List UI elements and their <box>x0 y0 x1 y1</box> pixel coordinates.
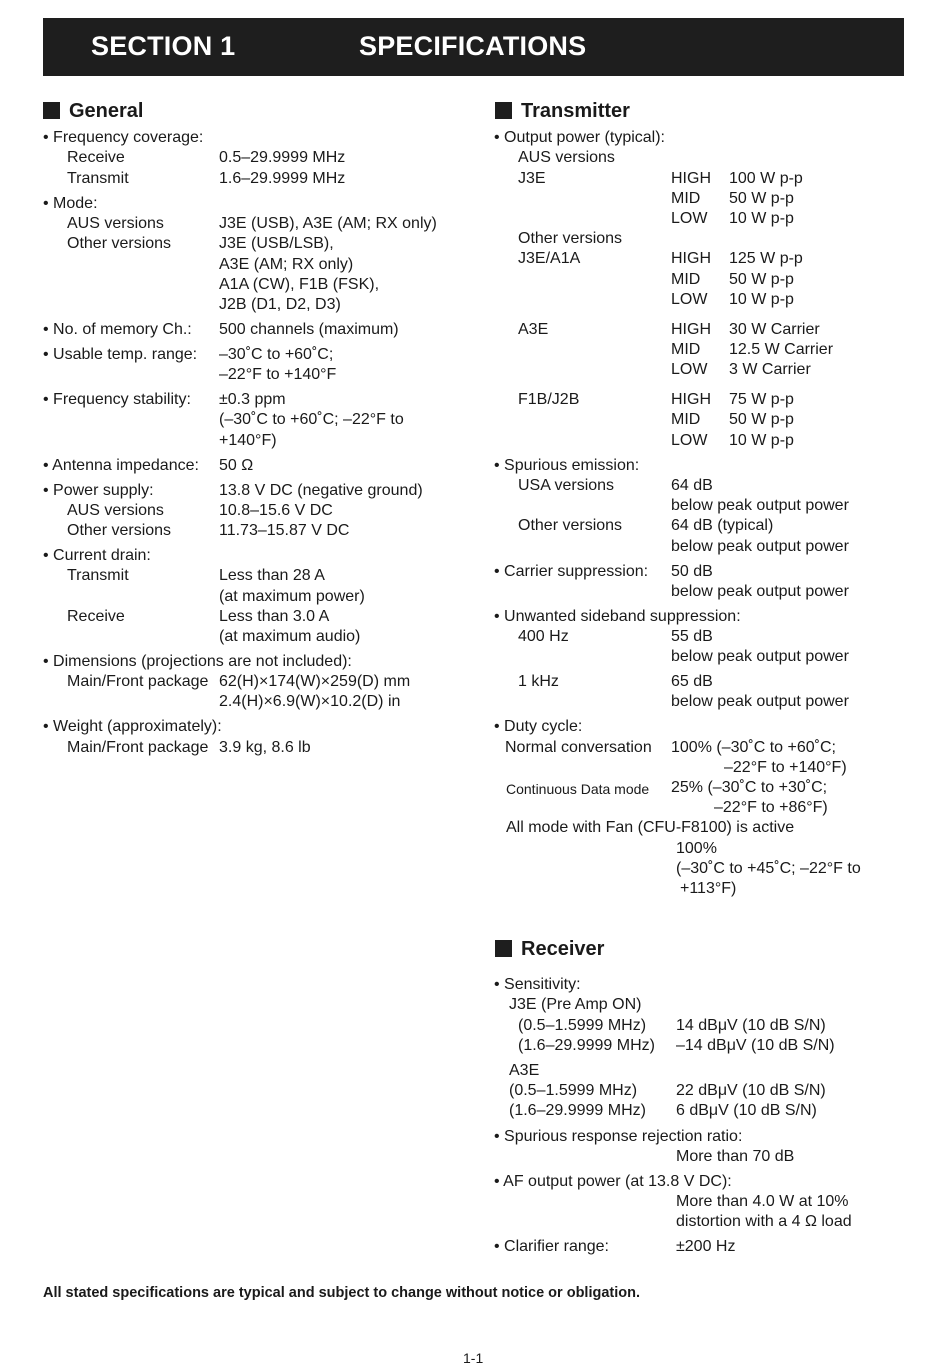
general-spec-text: • Dimensions (projections are not included): <box>43 653 352 670</box>
transmitter-spec-text: 12.5 W Carrier <box>729 341 834 358</box>
transmitter-spec-text: 10 W p-p <box>729 432 794 449</box>
receiver-spec-text: A3E <box>509 1062 540 1079</box>
general-spec-text: 50 Ω <box>219 457 254 474</box>
general-spec-text: AUS versions <box>67 502 164 519</box>
general-spec-text: –30˚C to +60˚C; <box>219 346 334 363</box>
general-spec-text: ±0.3 ppm <box>219 391 286 408</box>
transmitter-spec-text: 3 W Carrier <box>729 361 811 378</box>
transmitter-spec-text: MID <box>671 190 701 207</box>
transmitter-spec-text: 10 W p-p <box>729 291 794 308</box>
general-spec-text: AUS versions <box>67 215 164 232</box>
general-spec-text: 0.5–29.9999 MHz <box>219 149 346 166</box>
disclaimer-note: All stated specifications are typical and subject to change without notice or obligation. <box>43 1285 641 1301</box>
transmitter-spec-text: 65 dB <box>671 673 713 690</box>
transmitter-heading-square-icon <box>495 102 512 119</box>
section-header-bar <box>43 18 904 76</box>
general-spec-text: Less than 28 A <box>219 567 325 584</box>
general-spec-text: • Frequency stability: <box>43 391 191 408</box>
general-spec-text: Transmit <box>67 567 129 584</box>
transmitter-spec-text: LOW <box>671 291 708 308</box>
receiver-spec-text: (1.6–29.9999 MHz) <box>518 1037 655 1054</box>
section-title: SPECIFICATIONS <box>359 31 587 61</box>
transmitter-spec-text: 50 W p-p <box>729 271 794 288</box>
page-number: 1-1 <box>463 1350 484 1366</box>
transmitter-spec-text: +113°F) <box>680 880 737 897</box>
general-spec-text: (at maximum audio) <box>219 628 361 645</box>
transmitter-spec-text: 25% (–30˚C to +30˚C; <box>671 779 828 796</box>
transmitter-spec-text: HIGH <box>671 321 711 338</box>
general-spec-text: 1.6–29.9999 MHz <box>219 170 346 187</box>
receiver-spec-text: (0.5–1.5999 MHz) <box>518 1017 647 1034</box>
receiver-spec-text: 14 dBμV (10 dB S/N) <box>676 1017 826 1034</box>
transmitter-spec-text: • Output power (typical): <box>494 129 665 146</box>
transmitter-spec-text: AUS versions <box>518 149 615 166</box>
transmitter-spec-text: 1 kHz <box>518 673 559 690</box>
transmitter-spec-text: MID <box>671 341 701 358</box>
transmitter-spec-text: Other versions <box>518 517 623 534</box>
transmitter-spec-text: J3E <box>518 170 546 187</box>
general-spec-text: –22°F to +140°F <box>219 366 337 383</box>
general-spec-text: Other versions <box>67 522 172 539</box>
transmitter-spec-text: below peak output power <box>671 497 849 514</box>
general-spec-text: Receive <box>67 608 125 625</box>
receiver-spec-text: • Spurious response rejection ratio: <box>494 1128 743 1145</box>
transmitter-spec-text: HIGH <box>671 391 711 408</box>
transmitter-spec-text: 75 W p-p <box>729 391 794 408</box>
transmitter-spec-text: –22°F to +86°F) <box>714 799 828 816</box>
transmitter-spec-text: 50 dB <box>671 563 713 580</box>
general-spec-text: Transmit <box>67 170 129 187</box>
general-spec-text: Receive <box>67 149 125 166</box>
transmitter-heading: Transmitter <box>521 100 630 122</box>
receiver-spec-text: • AF output power (at 13.8 V DC): <box>494 1173 732 1190</box>
general-spec-text: 13.8 V DC (negative ground) <box>219 482 423 499</box>
transmitter-spec-text: MID <box>671 411 701 428</box>
receiver-heading: Receiver <box>521 938 605 960</box>
general-spec-text: 3.9 kg, 8.6 lb <box>219 739 311 756</box>
general-spec-text: • No. of memory Ch.: <box>43 321 192 338</box>
general-spec-text: 500 channels (maximum) <box>219 321 399 338</box>
receiver-spec-text: More than 4.0 W at 10% <box>676 1193 849 1210</box>
general-heading: General <box>69 100 144 122</box>
receiver-spec-text: • Clarifier range: <box>494 1238 609 1255</box>
receiver-heading-square-icon <box>495 940 512 957</box>
receiver-spec-text: (1.6–29.9999 MHz) <box>509 1102 646 1119</box>
general-spec-text: (at maximum power) <box>219 588 365 605</box>
transmitter-spec-text: J3E/A1A <box>518 250 581 267</box>
general-spec-text: Main/Front package <box>67 739 209 756</box>
transmitter-spec-text: • Carrier suppression: <box>494 563 649 580</box>
receiver-spec-text: (0.5–1.5999 MHz) <box>509 1082 638 1099</box>
receiver-spec-text: • Sensitivity: <box>494 976 581 993</box>
transmitter-spec-text: 64 dB (typical) <box>671 517 774 534</box>
transmitter-spec-text: 100% <box>676 840 717 857</box>
transmitter-spec-text: 10 W p-p <box>729 210 794 227</box>
transmitter-spec-text: MID <box>671 271 701 288</box>
transmitter-spec-text: 400 Hz <box>518 628 569 645</box>
general-spec-text: Main/Front package <box>67 673 209 690</box>
general-spec-text: A3E (AM; RX only) <box>219 256 354 273</box>
general-spec-text: • Antenna impedance: <box>43 457 199 474</box>
transmitter-spec-text: Other versions <box>518 230 623 247</box>
transmitter-spec-text: LOW <box>671 432 708 449</box>
transmitter-spec-text: LOW <box>671 210 708 227</box>
transmitter-spec-text: A3E <box>518 321 549 338</box>
transmitter-spec-text: 64 dB <box>671 477 713 494</box>
general-spec-text: • Current drain: <box>43 547 151 564</box>
transmitter-spec-text: HIGH <box>671 250 711 267</box>
general-spec-text: +140°F) <box>219 432 277 449</box>
transmitter-spec-text: 50 W p-p <box>729 411 794 428</box>
transmitter-spec-text: below peak output power <box>671 693 849 710</box>
general-spec-text: • Weight (approximately): <box>43 718 222 735</box>
transmitter-spec-text: • Spurious emission: <box>494 457 640 474</box>
receiver-spec-text: –14 dBμV (10 dB S/N) <box>676 1037 835 1054</box>
transmitter-spec-text: LOW <box>671 361 708 378</box>
general-spec-text: 10.8–15.6 V DC <box>219 502 333 519</box>
general-spec-text: • Frequency coverage: <box>43 129 204 146</box>
transmitter-spec-text: • Unwanted sideband suppression: <box>494 608 741 625</box>
transmitter-spec-text: below peak output power <box>671 538 849 555</box>
general-spec-text: J3E (USB), A3E (AM; RX only) <box>219 215 437 232</box>
general-spec-text: 11.73–15.87 V DC <box>219 522 350 539</box>
general-spec-text: J2B (D1, D2, D3) <box>219 296 341 313</box>
transmitter-spec-text: Continuous Data mode <box>506 781 650 797</box>
general-spec-text: • Mode: <box>43 195 98 212</box>
general-spec-text: (–30˚C to +60˚C; –22°F to <box>219 411 404 428</box>
transmitter-spec-text: 55 dB <box>671 628 713 645</box>
transmitter-spec-text: 100% (–30˚C to +60˚C; <box>671 739 836 756</box>
general-spec-text: 62(H)×174(W)×259(D) mm <box>219 673 411 690</box>
receiver-spec-text: ±200 Hz <box>676 1238 736 1255</box>
general-spec-text: 2.4(H)×6.9(W)×10.2(D) in <box>219 693 401 710</box>
transmitter-spec-text: 30 W Carrier <box>729 321 820 338</box>
transmitter-spec-text: HIGH <box>671 170 711 187</box>
transmitter-spec-text: All mode with Fan (CFU-F8100) is active <box>506 819 795 836</box>
general-spec-text: Less than 3.0 A <box>219 608 330 625</box>
section-number: SECTION 1 <box>91 31 236 61</box>
transmitter-spec-text: F1B/J2B <box>518 391 580 408</box>
transmitter-spec-text: (–30˚C to +45˚C; –22°F to <box>676 860 861 877</box>
transmitter-spec-text: USA versions <box>518 477 615 494</box>
general-spec-text: • Usable temp. range: <box>43 346 198 363</box>
receiver-spec-text: 6 dBμV (10 dB S/N) <box>676 1102 817 1119</box>
transmitter-spec-text: 100 W p-p <box>729 170 803 187</box>
receiver-spec-text: distortion with a 4 Ω load <box>676 1213 852 1230</box>
transmitter-spec-text: 50 W p-p <box>729 190 794 207</box>
general-spec-text: Other versions <box>67 235 172 252</box>
transmitter-spec-text: 125 W p-p <box>729 250 803 267</box>
general-spec-text: • Power supply: <box>43 482 154 499</box>
transmitter-spec-text: Normal conversation <box>505 739 652 756</box>
general-heading-square-icon <box>43 102 60 119</box>
transmitter-spec-text: below peak output power <box>671 648 849 665</box>
receiver-spec-text: 22 dBμV (10 dB S/N) <box>676 1082 826 1099</box>
general-spec-text: A1A (CW), F1B (FSK), <box>219 276 380 293</box>
receiver-spec-text: J3E (Pre Amp ON) <box>509 996 642 1013</box>
transmitter-spec-text: • Duty cycle: <box>494 718 583 735</box>
receiver-spec-text: More than 70 dB <box>676 1148 795 1165</box>
general-spec-text: J3E (USB/LSB), <box>219 235 334 252</box>
transmitter-spec-text: –22°F to +140°F) <box>724 759 847 776</box>
transmitter-spec-text: below peak output power <box>671 583 849 600</box>
